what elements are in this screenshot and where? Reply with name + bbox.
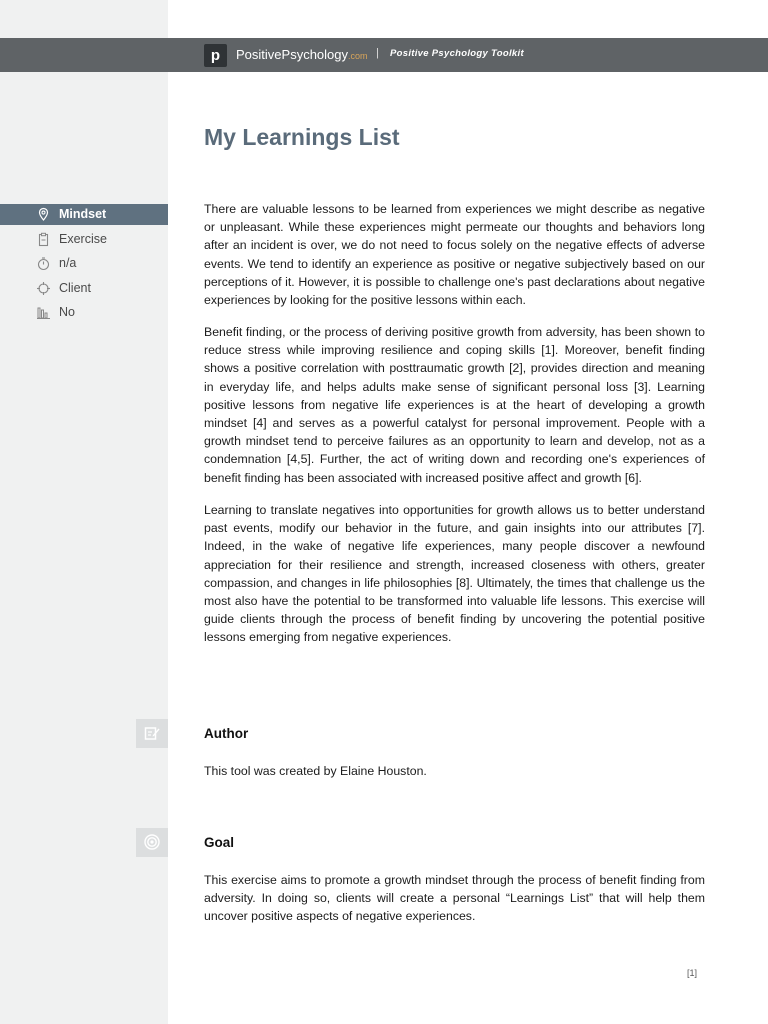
sidebar <box>0 0 168 1024</box>
sidebar-item-label: No <box>59 305 75 320</box>
header-separator: | <box>376 47 379 59</box>
sidebar-item-label: n/a <box>59 256 77 271</box>
toolkit-label: Positive Psychology Toolkit <box>390 48 524 59</box>
clipboard-icon <box>36 232 51 247</box>
goal-heading: Goal <box>204 835 235 850</box>
sidebar-item-exercise <box>0 229 168 250</box>
bar-chart-icon <box>36 305 51 320</box>
target-icon <box>36 281 51 296</box>
author-icon-box <box>136 719 168 748</box>
intro-paragraph-1: There are valuable lessons to be learned from experiences we might describe as negative or unpleasant. While these experiences might permeate our thoughts and behaviors long after an incident is over, we do not need to focus solely on the negative effects of adverse events. We tend to identify an experience as positive or negative subjectively based on our perceptions of it. However, it is possible to challenge one's past declarations about negative experiences by looking for the positive lessons within each. <box>204 202 705 308</box>
page-title: My Learnings List <box>204 124 400 150</box>
brand-suffix: .com <box>348 51 368 61</box>
goal-text: This exercise aims to promote a growth mindset through the process of benefit finding from adversity. In doing so, clients will create a personal “Learnings List” that will help them uncover positive aspects of negative experiences. <box>204 873 705 924</box>
sidebar-item-label: Exercise <box>59 231 107 246</box>
sidebar-item-label: Client <box>59 280 91 295</box>
header-bar <box>0 38 768 72</box>
sidebar-item-duration <box>0 253 168 274</box>
sidebar-item-label: Mindset <box>59 207 107 221</box>
target-icon <box>144 834 160 850</box>
intro-paragraph-3: Learning to translate negatives into opportunities for growth allows us to better understand past events, modify our behavior in the future, and gain insights into our attributes [7]. Indeed, in the wake of negative life experiences, many people discover a newfound appreciation for their resilience and strength, increased closeness with others, greater compassion, and changes in life philosophies [8]. Ultimately, the times that challenge us the most also have the potential to be transformed into valuable life lessons. This exercise will guide clients through the process of benefit finding by uncovering the potential positive lessons emerging from negative experiences. <box>204 503 705 645</box>
brand-name-text: PositivePsychology <box>236 47 348 62</box>
edit-icon <box>144 725 160 741</box>
logo-icon: p <box>204 44 227 67</box>
sidebar-item-client <box>0 278 168 299</box>
goal-icon-box <box>136 828 168 857</box>
author-heading: Author <box>204 726 249 741</box>
intro-paragraph-2: Benefit finding, or the process of deriving positive growth from adversity, has been shown to reduce stress while improving resilience and coping skills [1]. Moreover, benefit finding shows a positive correlation with posttraumatic growth [2], provides direction and meaning in everyday life, and helps adults make sense of significant personal loss [3]. Learning positive lessons from negative life experiences is at the heart of developing a growth mindset [4] and serves as a powerful catalyst for personal improvement. People with a growth mindset tend to perceive failures as an opportunity to learn and develop, not as a condemnation [4,5]. Further, the act of writing down and recording one's experiences of benefit finding has been associated with increased positive affect and growth [6]. <box>204 325 705 485</box>
sidebar-nav <box>0 204 168 327</box>
pin-icon <box>36 207 51 222</box>
author-text: This tool was created by Elaine Houston. <box>204 764 427 778</box>
sidebar-item-tracking <box>0 302 168 323</box>
stopwatch-icon <box>36 256 51 271</box>
footnote-ref: [1] <box>687 968 698 978</box>
brand-name <box>236 46 368 65</box>
sidebar-item-mindset <box>0 204 168 225</box>
